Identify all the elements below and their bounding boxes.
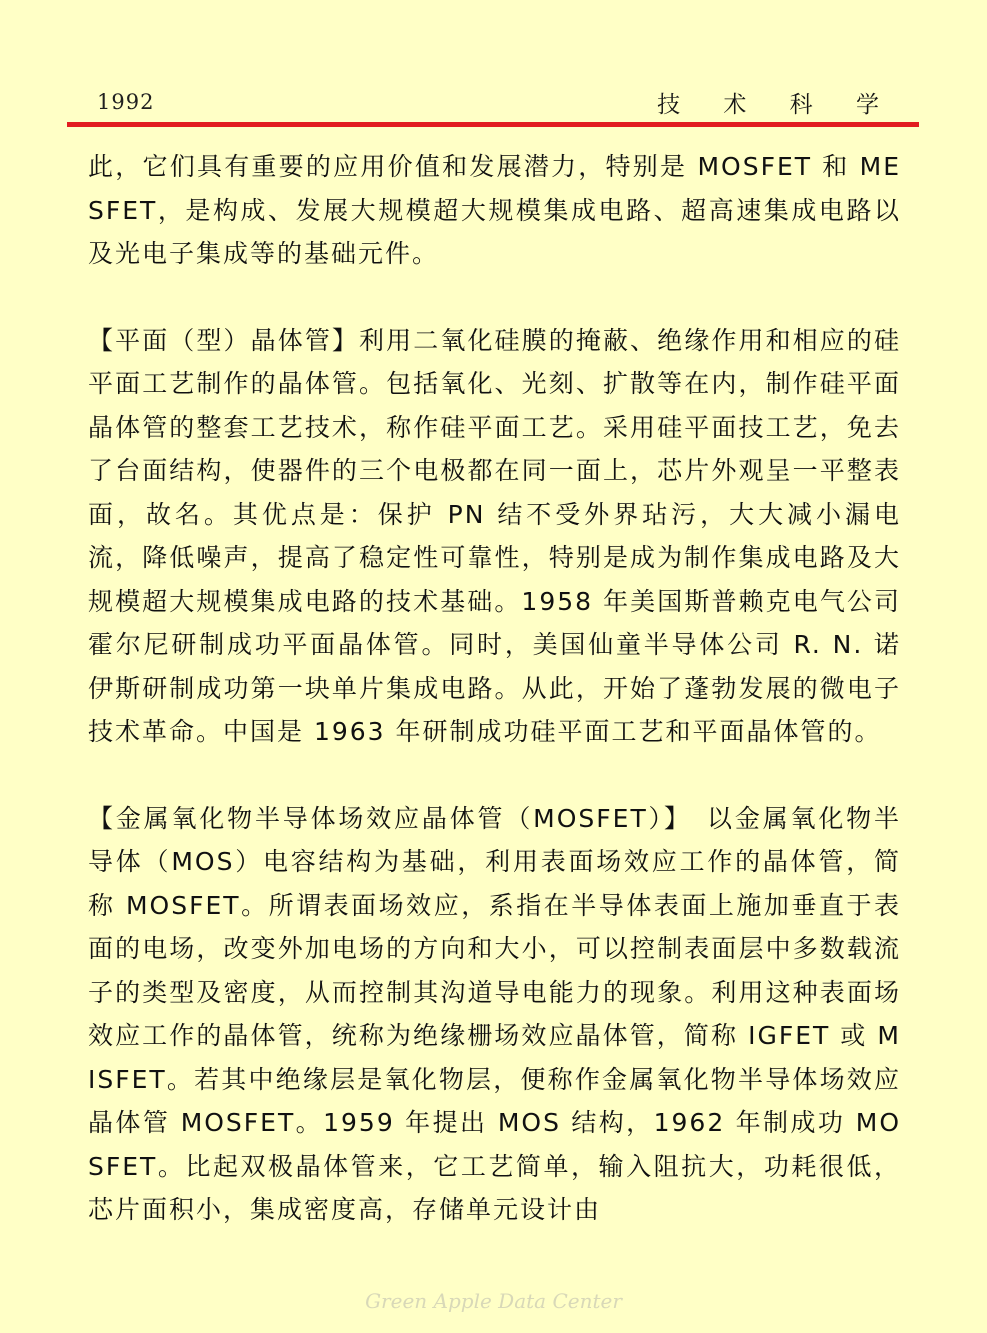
- header-rule: [67, 122, 919, 127]
- definition-planar-transistor: 利用二氧化硅膜的掩蔽、绝缘作用和相应的硅平面工艺制作的晶体管。包括氧化、光刻、扩散等在内，制作硅平面晶体管的整套工艺技术，称作硅平面工艺。采用硅平面技工艺，免去了台面结构，使器件的三个电极都在同一面上，芯片外观呈一平整表面，故名。其优点是：保护 PN 结不受外界玷污，大大减小漏电流，降低噪声，提高了稳定性可靠性，特别是成为制作集成电路及大规模超大规模集成电路的技术基础。1958 年美国斯普赖克电气公司霍尔尼研制成功平面晶体管。同时，美国仙童半导体公司 R. N. 诺伊斯研制成功第一块单片集成电路。从此，开始了蓬勃发展的微电子技术革命。中国是 1963 年研制成功硅平面工艺和平面晶体管的。: [88, 325, 901, 746]
- section-title: 技 术 科 学: [657, 92, 897, 118]
- term-planar-transistor: 【平面（型）晶体管】: [88, 325, 360, 355]
- paragraph-mosfet: [88, 797, 901, 1232]
- paragraph-planar-transistor: [88, 319, 901, 754]
- article-content: [88, 145, 901, 1232]
- page-header: [67, 78, 919, 124]
- watermark: Green Apple Data Center: [365, 1289, 622, 1313]
- term-mosfet: 【金属氧化物半导体场效应晶体管（MOSFET）】: [88, 803, 680, 833]
- page-number: 1992: [97, 90, 155, 114]
- paragraph-continuation: 此，它们具有重要的应用价值和发展潜力，特别是 MOSFET 和 MESFET，是构成、发展大规模超大规模集成电路、超高速集成电路以及光电子集成等的基础元件。: [88, 152, 901, 268]
- definition-mosfet: 以金属氧化物半导体（MOS）电容结构为基础，利用表面场效应工作的晶体管，简称 MOSFET。所谓表面场效应，系指在半导体表面上施加垂直于表面的电场，改变外加电场的方向和大小，可以控制表面层中多数载流子的类型及密度，从而控制其沟道导电能力的现象。利用这种表面场效应工作的晶体管，统称为绝缘栅场效应晶体管，简称 IGFET 或 MISFET。若其中绝缘层是氧化物层，便称作金属氧化物半导体场效应晶体管 MOSFET。1959 年提出 MOS 结构，1962 年制成功 MOSFET。比起双极晶体管来，它工艺简单，输入阻抗大，功耗很低，芯片面积小，集成密度高，存储单元设计由: [88, 803, 901, 1224]
